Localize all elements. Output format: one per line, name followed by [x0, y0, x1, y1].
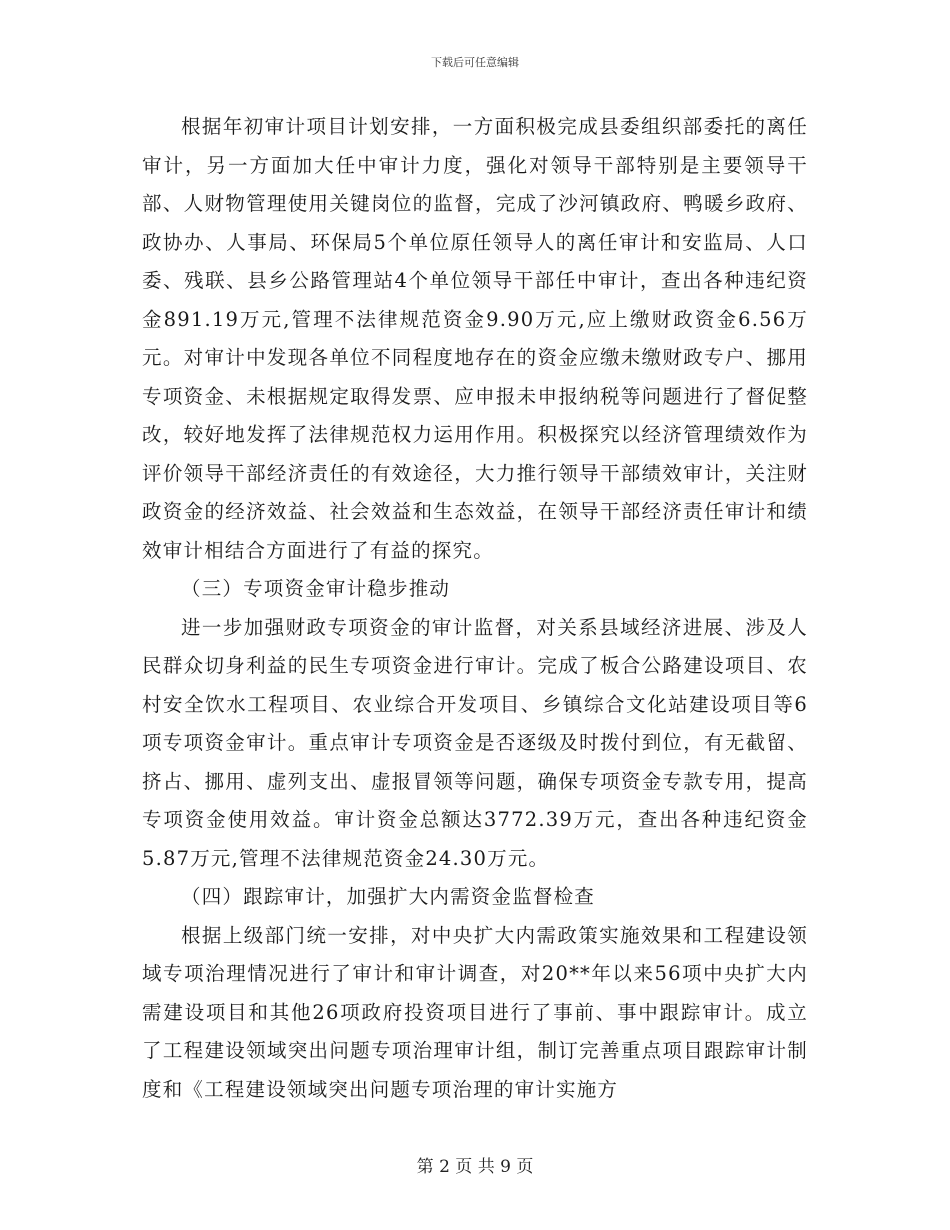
document-body [142, 108, 808, 1109]
paragraph-audit-plan: 根据年初审计项目计划安排，一方面积极完成县委组织部委托的离任审计，另一方面加大任中审计力度，强化对领导干部特别是主要领导干部、人财物管理使用关键岗位的监督，完成了沙河镇政府、鸭暖乡政府、政协办、人事局、环保局5个单位原任领导人的离任审计和安监局、人口委、残联、县乡公路管理站4个单位领导干部任中审计，查出各种违纪资金891.19万元,管理不法律规范资金9.90万元,应上缴财政资金6.56万元。对审计中发现各单位不同程度地存在的资金应缴未缴财政专户、挪用专项资金、未根据规定取得发票、应申报未申报纳税等问题进行了督促整改，较好地发挥了法律规范权力运用作用。积极探究以经济管理绩效作为评价领导干部经济责任的有效途径，大力推行领导干部绩效审计，关注财政资金的经济效益、社会效益和生态效益，在领导干部经济责任审计和绩效审计相结合方面进行了有益的探究。 [142, 115, 808, 562]
page-header: 下载后可任意编辑 [431, 56, 519, 69]
section-heading-tracking-audit: （四）跟踪审计，加强扩大内需资金监督检查 [181, 885, 596, 908]
section-heading-special-funds: （三）专项资金审计稳步推动 [181, 577, 451, 600]
paragraph-special-funds: 进一步加强财政专项资金的审计监督，对关系县域经济进展、涉及人民群众切身利益的民生专项资金进行审计。完成了板合公路建设项目、农村安全饮水工程项目、农业综合开发项目、乡镇综合文化站建设项目等6项专项资金审计。重点审计专项资金是否逐级及时拨付到位，有无截留、挤占、挪用、虚列支出、虚报冒领等问题，确保专项资金专款专用，提高专项资金使用效益。审计资金总额达3772.39万元，查出各种违纪资金5.87万元,管理不法律规范资金24.30万元。 [142, 615, 808, 870]
page-number-footer: 第 2 页 共 9 页 [416, 1157, 534, 1177]
paragraph-tracking-audit: 根据上级部门统一安排，对中央扩大内需政策实施效果和工程建设领域专项治理情况进行了审计和审计调查，对20**年以来56项中央扩大内需建设项目和其他26项政府投资项目进行了事前、事中跟踪审计。成立了工程建设领域突出问题专项治理审计组，制订完善重点项目跟踪审计制度和《工程建设领域突出问题专项治理的审计实施方 [142, 923, 808, 1101]
